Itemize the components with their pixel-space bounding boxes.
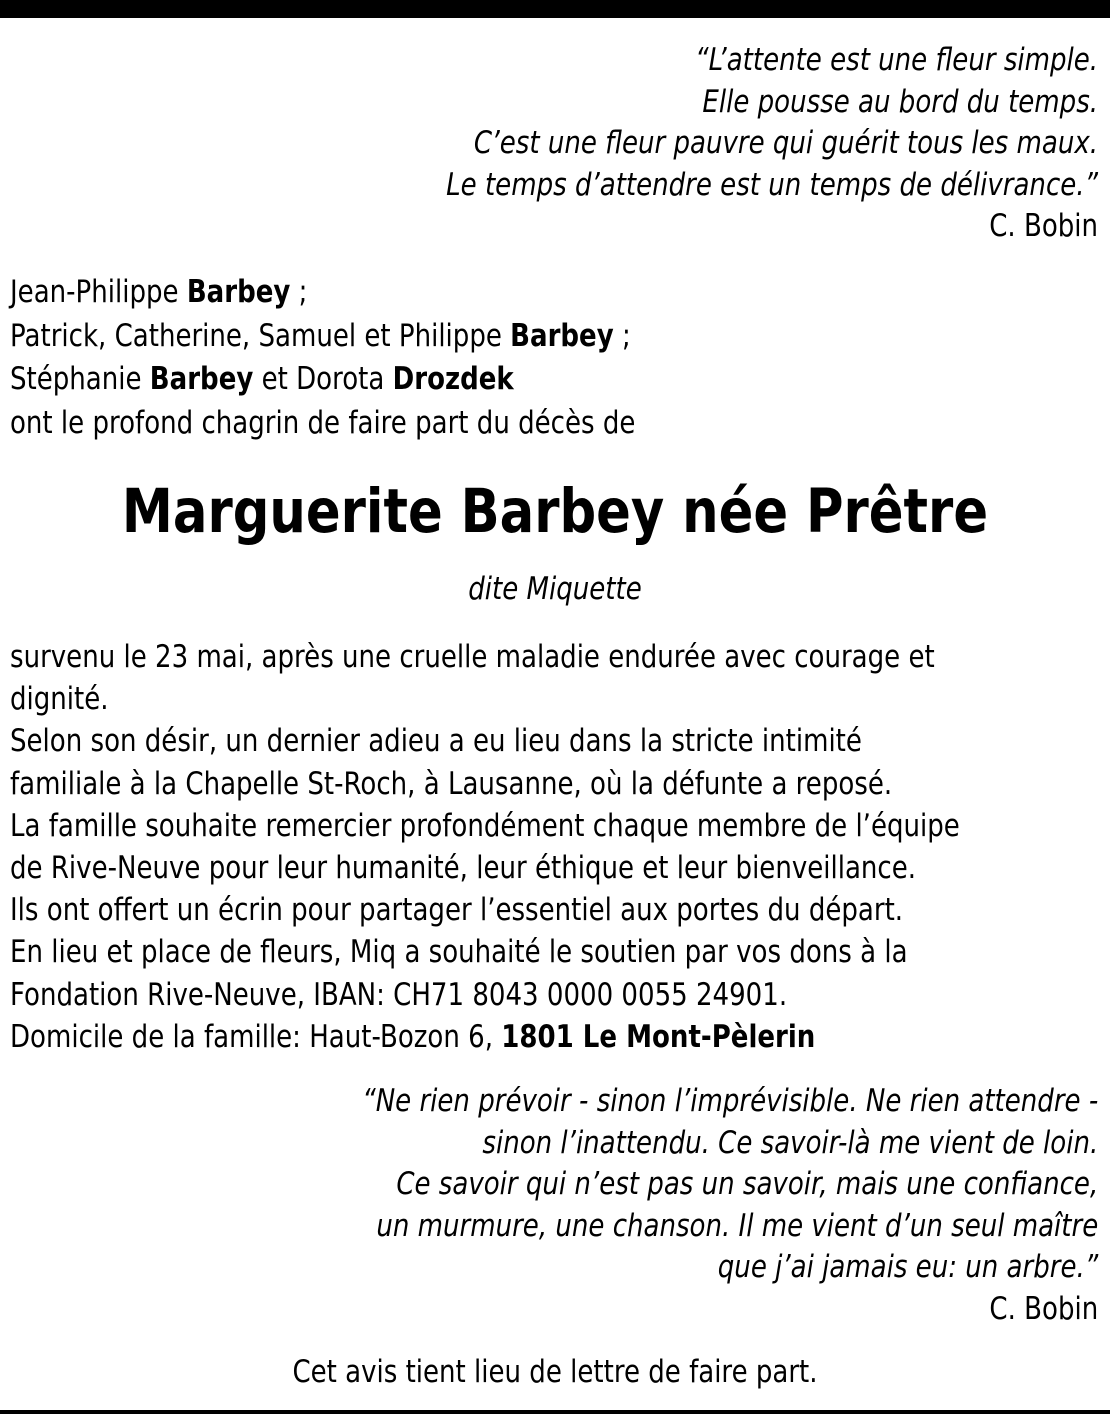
- epigraph-author: C. Bobin: [989, 1290, 1098, 1327]
- body-line: Fondation Rive-Neuve, IBAN: CH71 8043 0000 0055 24901.: [10, 976, 788, 1013]
- epigraph-line: Elle pousse au bord du temps.: [702, 83, 1098, 120]
- given-names: Stéphanie: [10, 361, 150, 397]
- separator: ;: [613, 317, 631, 354]
- body-line: La famille souhaite remercier profondément chaque membre de l’équipe: [10, 807, 960, 844]
- body-line: Ils ont offert un écrin pour partager l’essentiel aux portes du départ.: [10, 892, 904, 929]
- domicile-line: [10, 1016, 960, 1058]
- deceased-nickname: dite Miquette: [468, 571, 642, 607]
- closing-note: Cet avis tient lieu de lettre de faire part.: [292, 1354, 818, 1390]
- surname: Barbey: [186, 274, 291, 310]
- epigraph-line: que j’ai jamais eu: un arbre.”: [717, 1249, 1098, 1285]
- body-line: familiale à la Chapelle St-Roch, à Lausanne, où la défunte a reposé.: [10, 765, 893, 802]
- epigraph-line: sinon l’inattendu. Ce savoir-là me vient de loin.: [482, 1124, 1098, 1161]
- body-line: Selon son désir, un dernier adieu a eu lieu dans la stricte intimité: [10, 723, 862, 760]
- epigraph-line: Le temps d’attendre est un temps de délivrance.”: [446, 166, 1098, 203]
- body-line: En lieu et place de fleurs, Miq a souhaité le soutien par vos dons à la: [10, 934, 908, 971]
- given-names: Patrick, Catherine, Samuel et Philippe: [10, 317, 511, 354]
- body-line: dignité.: [10, 681, 109, 718]
- surname: Barbey: [149, 361, 254, 397]
- domicile-locality: 1801 Le Mont-Pèlerin: [501, 1018, 816, 1055]
- family-line-2: [10, 315, 635, 359]
- notice-body: [10, 636, 1110, 1058]
- connector: et Dorota: [253, 361, 393, 397]
- epigraph-top: [322, 40, 1098, 248]
- epigraph-author: C. Bobin: [989, 208, 1098, 244]
- epigraph-line: un murmure, une chanson. Il me vient d’un seul maître: [376, 1207, 1098, 1244]
- surname: Drozdek: [392, 361, 514, 397]
- body-line: de Rive-Neuve pour leur humanité, leur éthique et leur bienveillance.: [10, 850, 917, 887]
- family-line-1: [10, 271, 635, 315]
- epigraph-line: “L’attente est une fleur simple.: [695, 42, 1098, 78]
- surname: Barbey: [510, 317, 614, 354]
- separator: ;: [290, 274, 308, 310]
- deceased-name: Marguerite Barbey née Prêtre: [121, 476, 989, 547]
- top-rule: [0, 0, 1110, 18]
- body-line: survenu le 23 mai, après une cruelle maladie endurée avec courage et: [10, 639, 935, 675]
- family-list: [10, 271, 755, 445]
- epigraph-bottom: [222, 1081, 1098, 1330]
- given-names: Jean-Philippe: [10, 274, 187, 310]
- family-line-3: [10, 358, 635, 402]
- epigraph-line: Ce savoir qui n’est pas un savoir, mais une confiance,: [396, 1166, 1098, 1202]
- bottom-rule: [0, 1410, 1110, 1414]
- epigraph-line: C’est une fleur pauvre qui guérit tous les maux.: [473, 125, 1099, 161]
- announcement: ont le profond chagrin de faire part du décès de: [10, 404, 636, 441]
- domicile-address: Domicile de la famille: Haut-Bozon 6,: [10, 1018, 502, 1055]
- epigraph-line: “Ne rien prévoir - sinon l’imprévisible. Ne rien attendre -: [361, 1083, 1098, 1119]
